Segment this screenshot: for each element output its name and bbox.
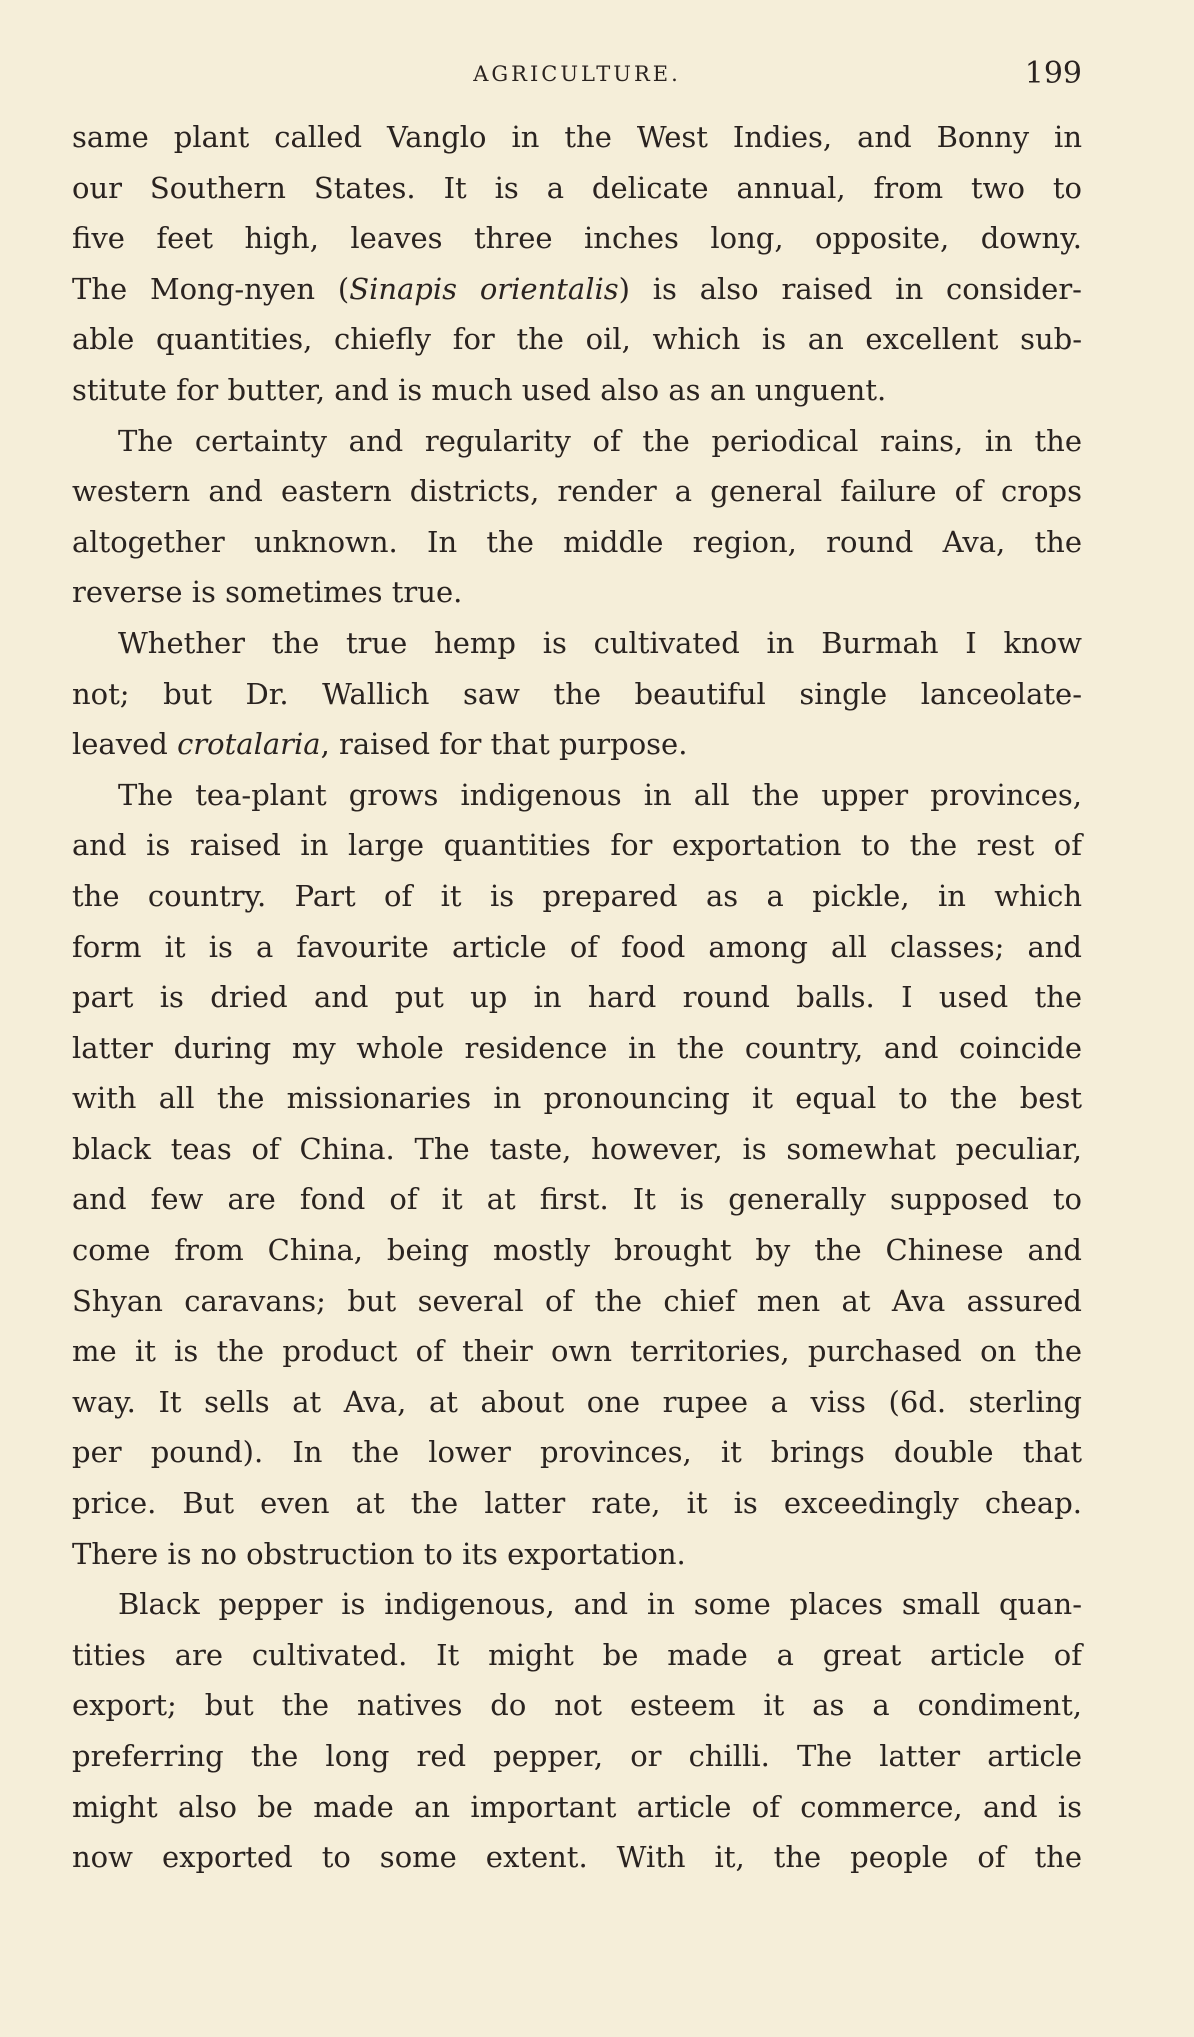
- text-line: stitute for butter, and is much used also as an unguent.: [72, 372, 887, 407]
- text-line: and is raised in large quantities for exportation to the rest of: [72, 828, 1082, 863]
- text-line: black teas of China. The taste, however, is somewhat peculiar,: [72, 1131, 1082, 1166]
- italic-term: crotalaria: [177, 727, 321, 762]
- text-line: price. But even at the latter rate, it is exceedingly cheap.: [72, 1486, 1082, 1521]
- text-line: per pound). In the lower provinces, it brings double that: [72, 1435, 1082, 1470]
- text-line: way. It sells at Ava, at about one rupee a viss (6d. sterling: [72, 1384, 1082, 1419]
- text-run: The Mong-nyen (: [72, 271, 350, 306]
- text-line: western and eastern districts, render a general failure of crops: [72, 474, 1082, 509]
- text-line: our Southern States. It is a delicate annual, from two to: [72, 170, 1082, 205]
- text-line: [72, 264, 1082, 315]
- paragraph-start-line: Whether the true hemp is cultivated in Burmah I know: [118, 625, 1082, 660]
- text-line: same plant called Vanglo in the West Indies, and Bonny in: [72, 120, 1082, 154]
- text-line: with all the missionaries in pronouncing it equal to the best: [72, 1081, 1082, 1116]
- text-line: reverse is sometimes true.: [72, 575, 463, 610]
- text-line: preferring the long red pepper, or chilli. The latter article: [72, 1739, 1082, 1773]
- text-line: the country. Part of it is prepared as a pickle, in which: [72, 878, 1082, 913]
- body-text: [72, 112, 1082, 1883]
- text-line: and few are fond of it at first. It is generally supposed to: [72, 1182, 1082, 1217]
- text-line: part is dried and put up in hard round balls. I used the: [72, 980, 1082, 1015]
- text-run: leaved: [72, 727, 178, 762]
- text-line: export; but the natives do not esteem it as a condiment,: [72, 1688, 1082, 1723]
- text-line: tities are cultivated. It might be made a great article of: [72, 1637, 1082, 1672]
- text-line: me it is the product of their own territories, purchased on the: [72, 1334, 1082, 1369]
- running-title: AGRICULTURE.: [473, 62, 681, 86]
- running-head: [72, 56, 1082, 96]
- text-line: not; but Dr. Wallich saw the beautiful single lanceolate-: [72, 676, 1082, 711]
- text-line: Shyan caravans; but several of the chief men at Ava assured: [72, 1283, 1082, 1318]
- text-line: There is no obstruction to its exportation.: [72, 1536, 686, 1571]
- page-number: 199: [1024, 56, 1082, 91]
- italic-term: Sinapis orientalis: [349, 271, 619, 306]
- text-line: [72, 719, 1082, 770]
- text-line: altogether unknown. In the middle region, round Ava, the: [72, 524, 1082, 559]
- paragraph-start-line: The tea-plant grows indigenous in all the upper provinces,: [118, 777, 1082, 812]
- text-run: , raised for that purpose.: [320, 727, 688, 762]
- text-line: form it is a favourite article of food among all classes; and: [72, 929, 1082, 964]
- text-line: come from China, being mostly brought by the Chinese and: [72, 1233, 1082, 1268]
- text-line: able quantities, chiefly for the oil, which is an excellent sub-: [72, 322, 1082, 357]
- text-run: ) is also raised in consider-: [618, 271, 1082, 306]
- text-line: five feet high, leaves three inches long, opposite, downy.: [72, 221, 1082, 256]
- text-line: now exported to some extent. With it, the people of the: [72, 1840, 1082, 1875]
- paragraph-start-line: Black pepper is indigenous, and in some places small quan-: [118, 1587, 1082, 1622]
- text-line: latter during my whole residence in the country, and coincide: [72, 1030, 1082, 1065]
- text-line: might also be made an important article of commerce, and is: [72, 1789, 1082, 1824]
- paragraph-start-line: The certainty and regularity of the periodical rains, in the: [118, 423, 1082, 458]
